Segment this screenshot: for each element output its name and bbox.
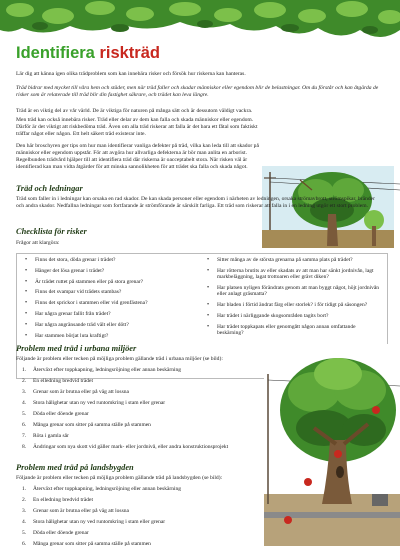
intro-paragraph-2: Träd bidrar med mycket till våra hem och städer, men när träd faller och skadar människor eller egendom blir de belastningar. Om du förstår och kan åtgärda de risker som är relaterade till träd blir din fastighet säkrare, och trädet kan leva längre. <box>16 85 379 98</box>
checklist-item: • Har rötterna brutits av eller skadats av att man har sänkt jordnivån, lagt markbeläggning, lagat trottoaren eller grävt diken? <box>207 268 383 281</box>
checklist-item: • Har stammen börjat luta kraftigt? <box>25 333 195 339</box>
list-item: 7. Röta i gamla sår <box>22 433 69 439</box>
list-item: 2. En elledning bredvid trädet <box>22 378 94 384</box>
checklist-intro: Frågor att klargöra: <box>16 240 60 246</box>
page-title <box>16 44 160 63</box>
list-item: 8. Ändringar som nya skott vid gäller mark- eller jordnivå, eller andra konstruktionsprojekt <box>22 444 229 450</box>
list-item: 5. Döda eller döende grenar <box>22 530 89 536</box>
checklist-item: • Har trädet i närliggande skogsområden tagits bort? <box>207 313 383 319</box>
checklist-item: • Är trädet ruttet på stammen eller på stora grenar? <box>25 279 195 285</box>
checklist-item: • Har några angränsande träd vält eller dött? <box>25 322 195 328</box>
checklist-right-column <box>207 257 383 341</box>
list-item: 3. Grenar som är brutna eller på väg att lossna <box>22 389 129 395</box>
heading-urban: Problem med träd i urbana miljöer <box>16 344 137 353</box>
checklist-left-column <box>25 257 195 343</box>
intro-paragraph-3: Träd är en viktig del av vår värld. De är viktiga för naturen på många sätt och är dessutom väldigt vackra. <box>16 108 253 114</box>
intro-paragraph-4: Men träd kan också innebära risker. Träd eller delar av dem kan falla och skada människor eller egendom. Därför är det viktigt att riskbedöma träd. Även om alla träd riskerar att falla är det bara ett fåtal som faktiskt träffar något eller någon. Ett helt säkert träd existerar inte. <box>16 117 258 137</box>
checklist-item: • Har bladen i förtid ändrat färg eller storlek? i för tidigt på säsongen? <box>207 302 383 308</box>
leaf-canopy-banner <box>0 0 400 46</box>
list-item: 2. En elledning bredvid trädet <box>22 497 94 503</box>
intro-paragraph-1: Lär dig att känna igen olika trädproblem som kan innebära risker och försök hur riskerna kan hanteras. <box>16 71 246 77</box>
list-item: 1. Återväxt efter toppkapning, ledningsröjning eller annan beskärning <box>22 486 181 492</box>
list-item: 6. Många grenar som sitter på samma ställe på stammen <box>22 541 151 547</box>
rural-intro: Följande är problem eller tecken på möjliga problem gällande träd på landsbygden (se bild): <box>16 475 223 481</box>
heading-rural: Problem med träd på landsbygden <box>16 463 134 472</box>
rural-problem-list <box>22 486 262 552</box>
checklist-item: • Har några grenar fallit från trädet? <box>25 311 195 317</box>
list-item: 5. Döda eller döende grenar <box>22 411 89 417</box>
intro-paragraph-5: Den här broschyren ger tips om hur man identifierar vanliga defekter på träd, vilka kan leda till att skador på människor eller egendom uppstår. För att avgöra hur allvarliga defekterna är bör man anlita en arborist. Regelbunden trädvård hjälper till att identifiera träd där riskerna är oacceptabelt stora. När risken väl är identifierad kan man vidta åtgärder för att minska sannolikheten för att trädet ska falla och skada något. <box>16 143 259 170</box>
urban-problem-list <box>22 367 262 455</box>
checklist-item: • Finns det stora, döda grenar i trädet? <box>25 257 195 263</box>
heading-power-lines: Träd och ledningar <box>16 184 83 193</box>
checklist-item: • Har platsen nyligen förändrats genom att man byggt något, höjt jordnivån eller anlagt gräsmatta? <box>207 285 383 298</box>
checklist-item: • Finns det svampar vid trädets stambas? <box>25 289 195 295</box>
power-lines-paragraph: Träd som faller in i ledningar kan orsaka en rad skador. De kan skada personer eller egendom i närheten av ledningen, orsaka strömavbrott, strömspikar, bränder och andra skador. Nedfallna ledningar som fortfarande är strömförande är särskilt farliga. Ett träd som riskerar att falla in i en ledning utgör ett stort problem. <box>16 196 376 209</box>
checklist-item: • Sitter många av de största grenarna på samma plats på trädet? <box>207 257 383 263</box>
checklist-item: • Har trädet toppkapats eller genomgått någon annan omfattande beskärning? <box>207 324 383 337</box>
list-item: 1. Återväxt efter toppkapning, ledningsröjning eller annan beskärning <box>22 367 181 373</box>
urban-tree-illustration <box>264 344 400 546</box>
list-item: 6. Många grenar som sitter på samma ställe på stammen <box>22 422 151 428</box>
urban-intro: Följande är problem eller tecken på möjliga problem gällande träd i urbana miljöer (se bild): <box>16 356 223 362</box>
title-part-risktree: riskträd <box>99 44 160 62</box>
title-part-identify: Identifiera <box>16 44 100 62</box>
list-item: 3. Grenar som är brutna eller på väg att lossna <box>22 508 129 514</box>
checklist-item: • Finns det sprickor i stammen eller vid grenfästena? <box>25 300 195 306</box>
list-item: 4. Stora hålighetar utan ny ved runtomkring i stam eller grenar <box>22 519 166 525</box>
list-item: 4. Stora hålighetar utan ny ved runtomkring i stam eller grenar <box>22 400 166 406</box>
checklist-item: • Hänger det lösa grenar i trädet? <box>25 268 195 274</box>
heading-checklist: Checklista för risker <box>16 227 87 236</box>
